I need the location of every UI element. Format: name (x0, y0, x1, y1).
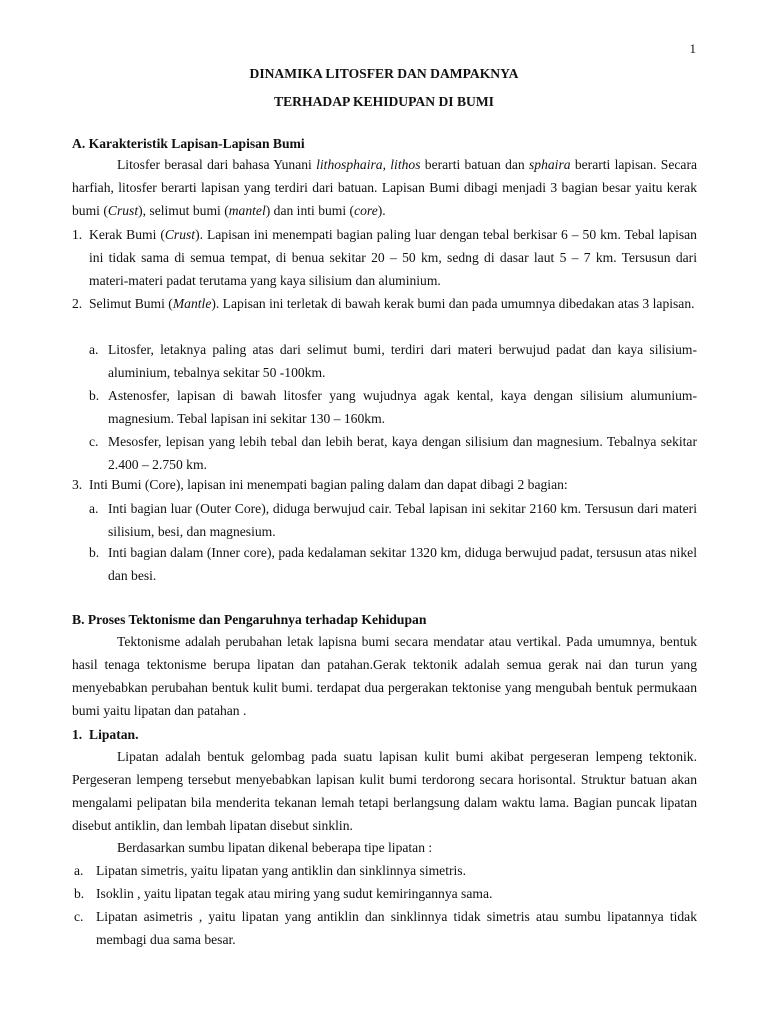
sub-item-inti-dalam: Inti bagian dalam (Inner core), pada kedalaman sekitar 1320 km, diduga berwujud padat, tersusun atas nikel dan besi. (108, 545, 697, 583)
subsection-marker-1: 1. (72, 727, 83, 742)
sub-marker: a. (89, 342, 99, 357)
list-marker-2: 2. (72, 296, 83, 311)
lipatan-types-intro: Berdasarkan sumbu lipatan dikenal beberapa tipe lipatan : (117, 840, 433, 855)
sub-item-astenosfer: Astenosfer, lapisan di bawah litosfer yang wujudnya agak kental, kaya dengan silisium alumunium- magnesium. Tebal lapisan ini sekitar 130 – 160km. (108, 388, 697, 426)
type-item-simetris: Lipatan simetris, yaitu lipatan yang antiklin dan sinklinnya simetris. (96, 863, 466, 878)
document-title-line-2: TERHADAP KEHIDUPAN DI BUMI (274, 94, 494, 109)
type-item-isoklin: Isoklin , yaitu lipatan tegak atau miring yang sudut kemiringannya sama. (96, 886, 493, 901)
list-item-selimut-bumi: Selimut Bumi (Mantle). Lapisan ini terletak di bawah kerak bumi dan pada umumnya dibedakan atas 3 lapisan. (89, 296, 695, 311)
list-marker-1: 1. (72, 227, 83, 242)
subsection-heading-lipatan: Lipatan. (89, 727, 139, 742)
sub-item-mesosfer: Mesosfer, lepisan yang lebih tebal dan lebih berat, kaya dengan silisium dan magnesium. Tebalnya sekitar 2.400 – 2.750 km. (108, 434, 697, 472)
section-a-heading: A. Karakteristik Lapisan-Lapisan Bumi (72, 136, 305, 151)
section-a-intro: Litosfer berasal dari bahasa Yunani lithosphaira, lithos berarti batuan dan sphaira berarti lapisan. Secara harfiah, litosfer berarti lapisan yang terdiri dari batuan. Lapisan Bumi dibagi menjadi 3 bagian besar yaitu kerak bumi (Crust), selimut bumi (mantel) dan inti bumi (core). (72, 157, 698, 218)
sub-item-litosfer: Litosfer, letaknya paling atas dari selimut bumi, terdiri dari materi berwujud padat dan kaya silisium-aluminium, tebalnya sekitar 50 -100km. (108, 342, 697, 380)
sub-marker: b. (89, 388, 100, 403)
type-marker: b. (74, 886, 85, 901)
section-b-heading: B. Proses Tektonisme dan Pengaruhnya terhadap Kehidupan (72, 612, 427, 627)
lipatan-paragraph: Lipatan adalah bentuk gelombag pada suatu lapisan kulit bumi akibat pergeseran lempeng tektonik. Pergeseran lempeng tersebut menyebabkan lapisan kulit bumi terdorong secara horisontal. Struktur batuan akan mengalami pelipatan bila menderita tekanan lemah tetapi berlangsung dalam waktu lama. Bagian puncak lipatan disebut antiklin, dan lembah lipatan disebut sinklin. (72, 749, 697, 833)
list-item-inti-bumi: Inti Bumi (Core), lapisan ini menempati bagian paling dalam dan dapat dibagi 2 bagian: (89, 477, 568, 492)
sub-marker: b. (89, 545, 100, 560)
document-title-line-1: DINAMIKA LITOSFER DAN DAMPAKNYA (249, 66, 519, 81)
sub-marker: a. (89, 501, 99, 516)
list-item-kerak-bumi: Kerak Bumi (Crust). Lapisan ini menempati bagian paling luar dengan tebal berkisar 6 – 50 km. Tebal lapisan ini tidak sama di semua tempat, di benua sekitar 20 – 50 km, sedng di dasar laut 5 – 7 km. Tersusun dari materi-materi padat terutama yang kaya silisium dan aluminium. (89, 227, 697, 288)
sub-item-inti-luar: Inti bagian luar (Outer Core), diduga berwujud cair. Tebal lapisan ini sekitar 2160 km. Tersusun dari materi silisium, besi, dan magnesium. (108, 501, 697, 539)
type-marker: c. (74, 909, 84, 924)
list-marker-3: 3. (72, 477, 83, 492)
type-item-asimetris: Lipatan asimetris , yaitu lipatan yang antiklin dan sinklinnya tidak simetris atau sumbu lipatannya tidak membagi dua sama besar. (96, 909, 697, 947)
section-b-intro: Tektonisme adalah perubahan letak lapisna bumi secara mendatar atau vertikal. Pada umumnya, bentuk hasil tenaga tektonisme berupa lipatan dan patahan.Gerak tektonik adalah semua gerak nai dan turun yang menyebabkan perubahan bentuk kulit bumi. terdapat dua pergerakan tektonise yang mengubah bentuk permukaan bumi yaitu lipatan dan patahan . (72, 634, 697, 718)
page-number: 1 (689, 41, 696, 56)
sub-marker: c. (89, 434, 99, 449)
type-marker: a. (74, 863, 84, 878)
